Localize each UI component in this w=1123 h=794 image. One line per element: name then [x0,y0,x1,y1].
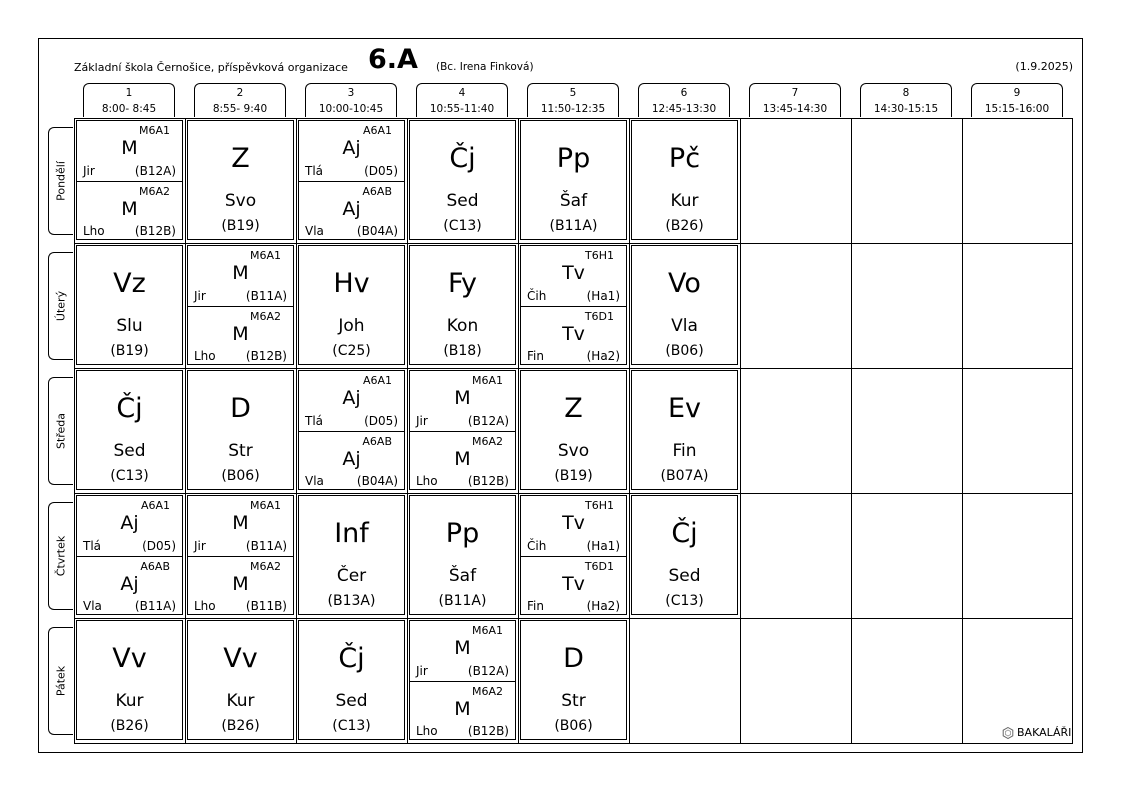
lesson-group [188,556,293,617]
grid-row-line [75,493,1072,494]
lesson-cell [76,370,183,490]
subject-code: Hv [333,268,370,299]
room-code: (B12B) [134,224,176,238]
lesson-group [521,556,626,617]
group-code: T6D1 [584,310,614,323]
subject-code: Fy [447,268,478,299]
period-number: 4 [458,87,466,99]
day-name: Pátek [54,665,68,697]
subject-code: Čj [338,643,365,674]
teacher-code: Fin [527,599,544,613]
grid-column-line [740,119,741,743]
group-code: T6H1 [585,499,614,512]
subject-code: Pp [556,143,591,174]
room-code: (B12A) [467,414,509,428]
lesson-group [299,121,404,181]
room-code: (C13) [110,468,149,484]
period-time: 8:00- 8:45 [101,103,157,115]
room-code: (B11A) [245,539,287,553]
teacher-code: Vla [671,316,698,336]
class-name: 6.A [368,44,418,75]
period-header [305,83,397,117]
room-code: (B12A) [134,164,176,178]
group-code: A6AB [140,560,170,573]
lesson-group [521,246,626,306]
lesson-group [299,371,404,431]
group-code: T6H1 [585,249,614,262]
period-header [194,83,286,117]
day-label [48,502,73,610]
room-code: (Ha1) [586,289,620,303]
room-code: (B18) [443,343,482,359]
room-code: (D05) [364,164,398,178]
period-number: 1 [125,87,133,99]
room-code: (B12B) [245,349,287,363]
lesson-group [77,556,182,617]
lesson-group [410,371,515,431]
lesson-group [521,496,626,556]
room-code: (Ha2) [586,599,620,613]
room-code: (C13) [332,718,371,734]
lesson-cell [187,495,294,615]
grid-column-line [518,119,519,743]
room-code: (B06) [665,343,704,359]
room-code: (B19) [554,468,593,484]
lesson-group [299,181,404,242]
room-code: (B13A) [327,593,376,609]
period-number: 8 [902,87,910,99]
period-time: 10:00-10:45 [318,103,384,115]
group-code: A6A1 [362,124,392,137]
group-code: M6A2 [138,185,170,198]
lesson-group [410,681,515,742]
room-code: (B11A) [134,599,176,613]
teacher-code: Fin [672,441,697,461]
subject-code: Čj [671,518,698,549]
logo-text: BAKALÁŘI [1017,726,1072,739]
subject-code: Vo [668,268,701,299]
lesson-cell [520,495,627,615]
lesson-cell [631,495,738,615]
room-code: (B12B) [467,474,509,488]
period-time: 12:45-13:30 [651,103,717,115]
subject-code: M [232,323,249,345]
room-code: (B26) [665,218,704,234]
subject-code: Čj [449,143,476,174]
teacher-code: Tlá [83,539,102,553]
group-code: M6A2 [249,310,281,323]
room-code: (B26) [110,718,149,734]
teacher-code: Tlá [305,414,324,428]
subject-code: Aj [120,512,139,534]
period-number: 5 [569,87,577,99]
lesson-cell [520,620,627,740]
period-header [638,83,730,117]
room-code: (D05) [142,539,176,553]
day-name: Čtvrtek [54,535,68,577]
room-code: (C13) [443,218,482,234]
lesson-cell [298,370,405,490]
period-time: 14:30-15:15 [873,103,939,115]
lesson-cell [520,370,627,490]
lesson-group [410,621,515,681]
teacher-code: Lho [83,224,105,238]
lesson-group [410,431,515,492]
subject-code: D [563,643,584,674]
group-code: M6A1 [249,499,281,512]
subject-code: Aj [342,198,361,220]
lesson-group [188,496,293,556]
subject-code: M [454,387,471,409]
subject-code: Aj [342,448,361,470]
period-time: 10:55-11:40 [429,103,495,115]
class-teacher: (Bc. Irena Finková) [436,61,534,73]
teacher-code: Čih [527,289,547,303]
bakalari-logo [1002,726,1071,739]
teacher-code: Sed [446,191,479,211]
period-number: 7 [791,87,799,99]
teacher-code: Sed [335,691,368,711]
room-code: (B04A) [356,224,398,238]
teacher-code: Čer [336,566,367,586]
lesson-group [188,246,293,306]
room-code: (B12A) [467,664,509,678]
teacher-code: Jir [83,164,95,178]
day-name: Úterý [54,290,68,322]
teacher-code: Jir [194,289,206,303]
teacher-code: Vla [305,474,324,488]
room-code: (B07A) [660,468,709,484]
teacher-code: Str [228,441,253,461]
grid-row-line [75,368,1072,369]
subject-code: Aj [120,573,139,595]
lesson-cell [298,120,405,240]
subject-code: M [121,137,138,159]
subject-code: Tv [562,512,585,534]
period-header [860,83,952,117]
grid-row-line [75,243,1072,244]
lesson-group [77,496,182,556]
room-code: (B04A) [356,474,398,488]
day-label [48,377,73,485]
room-code: (B11A) [245,289,287,303]
teacher-code: Joh [338,316,365,336]
subject-code: M [121,198,138,220]
group-code: M6A2 [471,435,503,448]
lesson-cell [409,245,516,365]
teacher-code: Jir [194,539,206,553]
group-code: M6A1 [471,624,503,637]
period-number: 9 [1013,87,1021,99]
lesson-cell [298,495,405,615]
room-code: (Ha1) [586,539,620,553]
group-code: M6A2 [471,685,503,698]
teacher-code: Sed [668,566,701,586]
subject-code: Tv [562,573,585,595]
day-label [48,127,73,235]
teacher-code: Kur [226,691,255,711]
group-code: M6A1 [249,249,281,262]
grid-row-line [75,618,1072,619]
group-code: A6AB [362,185,392,198]
lesson-cell [631,245,738,365]
lesson-cell [76,120,183,240]
day-label [48,627,73,735]
lesson-cell [409,370,516,490]
room-code: (B11A) [438,593,487,609]
lesson-cell [76,245,183,365]
room-code: (B06) [554,718,593,734]
teacher-code: Slu [116,316,143,336]
room-code: (B26) [221,718,260,734]
room-code: (D05) [364,414,398,428]
period-header [416,83,508,117]
teacher-code: Jir [416,664,428,678]
teacher-code: Str [561,691,586,711]
subject-code: Z [564,393,583,424]
lesson-cell [187,120,294,240]
period-number: 3 [347,87,355,99]
teacher-code: Svo [224,191,257,211]
subject-code: Z [231,143,250,174]
room-code: (Ha2) [586,349,620,363]
day-name: Pondělí [54,161,68,201]
room-code: (C25) [332,343,371,359]
lesson-cell [631,370,738,490]
period-time: 15:15-16:00 [984,103,1050,115]
day-name: Středa [54,412,68,450]
subject-code: Tv [562,323,585,345]
lesson-cell [520,245,627,365]
teacher-code: Kur [115,691,144,711]
group-code: A6A1 [140,499,170,512]
lesson-cell [298,245,405,365]
teacher-code: Šaf [559,191,588,211]
grid-column-line [962,119,963,743]
subject-code: M [232,512,249,534]
subject-code: Vv [223,643,258,674]
subject-code: Aj [342,387,361,409]
group-code: T6D1 [584,560,614,573]
teacher-code: Šaf [448,566,477,586]
teacher-code: Tlá [305,164,324,178]
group-code: A6AB [362,435,392,448]
subject-code: Aj [342,137,361,159]
grid-column-line [185,119,186,743]
period-time: 11:50-12:35 [540,103,606,115]
teacher-code: Lho [194,349,216,363]
period-header [971,83,1063,117]
lesson-cell [520,120,627,240]
grid-column-line [629,119,630,743]
room-code: (B12B) [467,724,509,738]
logo-icon [1002,727,1014,739]
lesson-cell [187,620,294,740]
lesson-cell [76,620,183,740]
subject-code: M [454,698,471,720]
teacher-code: Vla [83,599,102,613]
room-code: (C13) [665,593,704,609]
lesson-cell [187,245,294,365]
lesson-group [299,431,404,492]
lesson-group [521,306,626,367]
subject-code: M [454,637,471,659]
group-code: A6A1 [362,374,392,387]
subject-code: M [454,448,471,470]
room-code: (B06) [221,468,260,484]
period-time: 8:55- 9:40 [212,103,268,115]
period-header [749,83,841,117]
lesson-cell [409,120,516,240]
subject-code: D [230,393,251,424]
lesson-cell [631,120,738,240]
room-code: (B19) [110,343,149,359]
subject-code: Vz [113,268,146,299]
subject-code: Inf [334,518,369,549]
lesson-cell [187,370,294,490]
group-code: M6A1 [138,124,170,137]
lesson-group [77,121,182,181]
room-code: (B19) [221,218,260,234]
subject-code: Vv [112,643,147,674]
period-number: 6 [680,87,688,99]
grid-column-line [407,119,408,743]
subject-code: M [232,573,249,595]
teacher-code: Kur [670,191,699,211]
group-code: M6A1 [471,374,503,387]
lesson-cell [409,620,516,740]
grid-column-line [296,119,297,743]
teacher-code: Lho [416,474,438,488]
teacher-code: Čih [527,539,547,553]
period-time: 13:45-14:30 [762,103,828,115]
day-label [48,252,73,360]
timetable-date: (1.9.2025) [1015,60,1073,73]
room-code: (B11B) [245,599,287,613]
lesson-cell [409,495,516,615]
school-name: Základní škola Černošice, příspěvková organizace [74,61,348,74]
subject-code: M [232,262,249,284]
period-header [527,83,619,117]
subject-code: Pp [445,518,480,549]
teacher-code: Fin [527,349,544,363]
lesson-group [188,306,293,367]
lesson-cell [76,495,183,615]
teacher-code: Lho [194,599,216,613]
teacher-code: Kon [446,316,479,336]
period-header [83,83,175,117]
subject-code: Čj [116,393,143,424]
subject-code: Pč [668,143,701,174]
teacher-code: Vla [305,224,324,238]
teacher-code: Jir [416,414,428,428]
grid-column-line [851,119,852,743]
teacher-code: Lho [416,724,438,738]
subject-code: Ev [667,393,702,424]
room-code: (B11A) [549,218,598,234]
teacher-code: Sed [113,441,146,461]
teacher-code: Svo [557,441,590,461]
group-code: M6A2 [249,560,281,573]
period-number: 2 [236,87,244,99]
lesson-group [77,181,182,242]
lesson-cell [298,620,405,740]
subject-code: Tv [562,262,585,284]
